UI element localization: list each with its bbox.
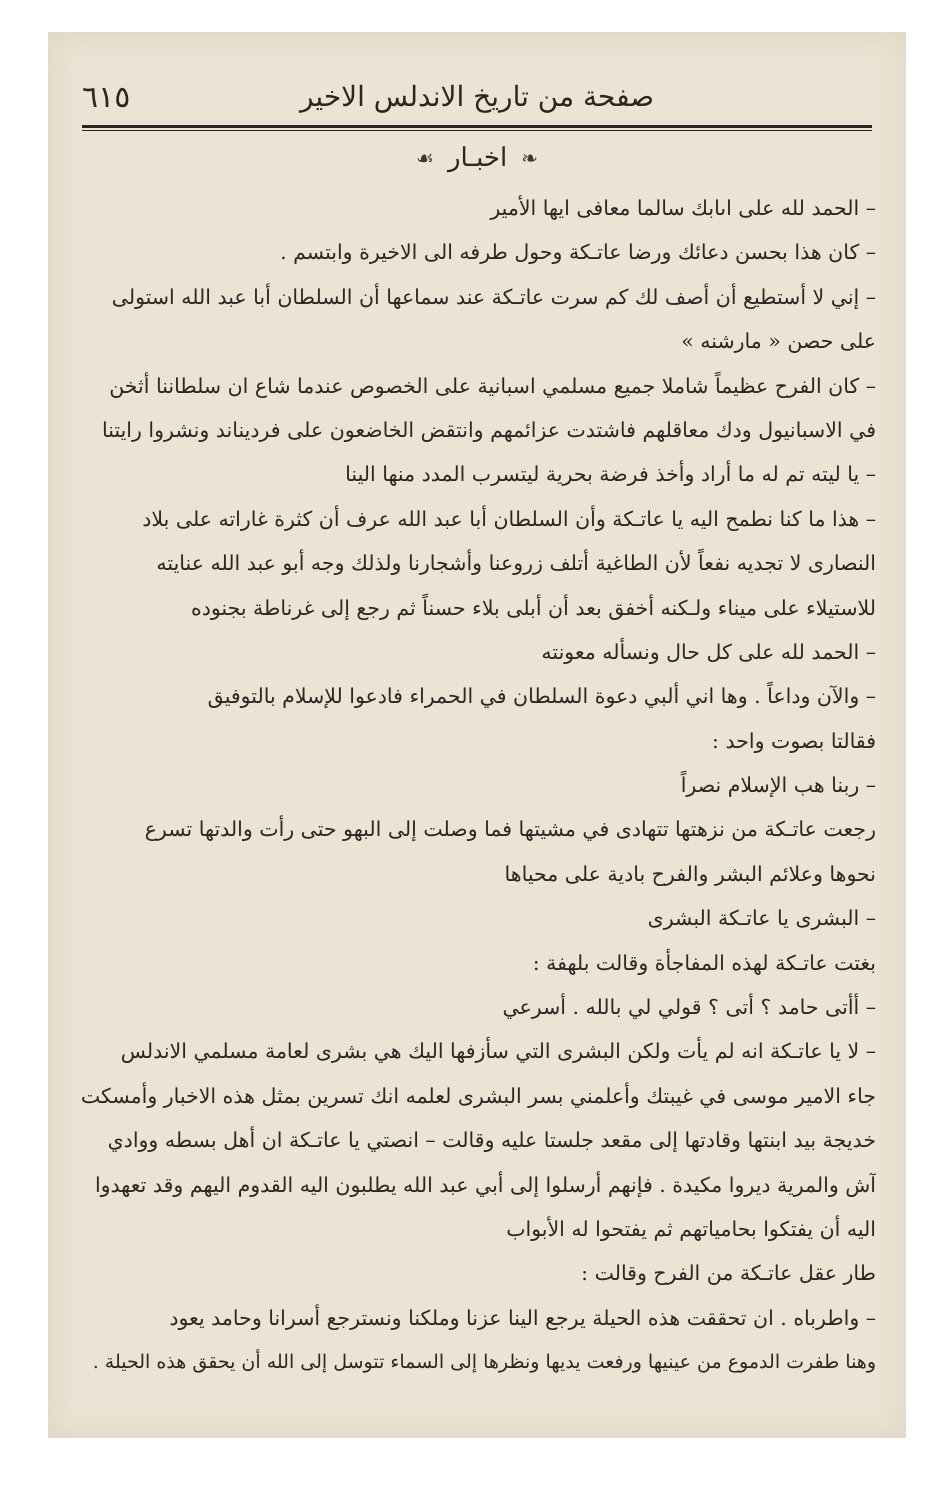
text-line: خديجة بيد ابنتها وقادتها إلى مقعد جلستا عليه وقالت – انصتي يا عاتـكة ان أهل بسطه ووادي — [107, 1128, 876, 1153]
text-line: آش والمرية ديروا مكيدة . فإنهم أرسلوا إلى أبي عبد الله يطلبون اليه القدوم اليهم وقد تعهدوا — [94, 1172, 876, 1197]
text-line: على حصن « مارشنه » — [681, 329, 876, 354]
text-line: رجعت عاتـكة من نزهتها تتهادى في مشيتها فما وصلت إلى البهو حتى رأت والدتها تسرع — [144, 817, 876, 842]
text-line: – إني لا أستطيع أن أصف لك كم سرت عاتـكة عند سماعها أن السلطان أبا عبد الله استولى — [111, 284, 876, 309]
text-line: وهنا طفرت الدموع من عينيها ورفعت يديها ونظرها إلى السماء تتوسل إلى الله أن يحقق هذه الحيلة . — [92, 1351, 876, 1374]
text-line: فقالتا بصوت واحد : — [712, 728, 876, 753]
text-line: بغتت عاتـكة لهذه المفاجأة وقالت بلهفة : — [532, 950, 876, 975]
body-text — [78, 186, 876, 1385]
text-line: النصارى لا تجديه نفعاً لأن الطاغية أتلف زروعنا وأشجارنا ولذلك وجه أبو عبد الله عنايته — [156, 551, 876, 576]
text-line: جاء الامير موسى في غيبتك وأعلمني بسر البشرى لعلمه انك تسرين بمثل هذه الاخبار وأمسكت — [80, 1083, 876, 1108]
text-line: – أأتى حامد ؟ أتى ؟ قولي لي بالله . أسرعي — [502, 995, 876, 1020]
text-line: – هذا ما كنا نطمح اليه يا عاتـكة وأن السلطان أبا عبد الله عرف أن كثرة غاراته على بلاد — [142, 506, 876, 531]
text-line: – لا يا عاتـكة انه لم يأت ولكن البشرى التي سأزفها اليك هي بشرى لعامة مسلمي الاندلس — [120, 1039, 876, 1064]
text-line: – ربنا هب الإسلام نصراً — [680, 773, 876, 798]
text-line: نحوها وعلائم البشر والفرح بادية على محياها — [504, 861, 876, 886]
header-rule — [82, 125, 872, 131]
text-line: – الحمد لله على اىابك سالما معافى ايها الأمير — [490, 196, 876, 220]
page-number: ٦١٥ — [82, 80, 131, 115]
text-line: اليه أن يفتكوا بحامياتهم ثم يفتحوا له الأبواب — [506, 1216, 876, 1241]
ornament-right-icon: ❧ — [521, 146, 538, 170]
text-line: طار عقل عاتـكة من الفرح وقالت : — [581, 1261, 876, 1286]
book-page — [48, 32, 906, 1438]
text-line: – الحمد لله على كل حال ونسأله معونته — [541, 639, 876, 664]
section-heading — [48, 136, 906, 180]
text-line: – البشرى يا عاتـكة البشرى — [647, 906, 876, 931]
text-line: في الاسبانيول ودك معاقلهم فاشتدت عزائمهم وانتقض الخاضعون على فرديناند ونشروا رايتنا — [101, 417, 876, 442]
page-header — [82, 80, 872, 120]
text-line: – والآن وداعاً . وها اني ألبي دعوة السلطان في الحمراء فادعوا للإسلام بالتوفيق — [207, 684, 876, 709]
running-title: صفحة من تاريخ الاندلس الاخير — [299, 80, 655, 113]
text-line: للاستيلاء على ميناء ولـكنه أخفق بعد أن أبلى بلاء حسناً ثم رجع إلى غرناطة بجنوده — [190, 595, 876, 620]
text-line: – يا ليته تم له ما أراد وأخذ فرضة بحرية ليتسرب المدد منها الينا — [345, 462, 876, 487]
ornament-left-icon: ☙ — [416, 146, 434, 170]
text-line: – كان الفرح عظيماً شاملا جميع مسلمي اسبانية على الخصوص عندما شاع ان سلطاننا أثخن — [109, 373, 876, 398]
section-heading-text: اخبـار — [447, 143, 508, 173]
text-line: – كان هذا بحسن دعائك ورضا عاتـكة وحول طرفه الى الاخيرة وابتسم . — [280, 240, 876, 265]
text-line: – واطرباه . ان تحققت هذه الحيلة يرجع الينا عزنا وملكنا ونسترجع أسرانا وحامد يعود — [169, 1305, 876, 1330]
